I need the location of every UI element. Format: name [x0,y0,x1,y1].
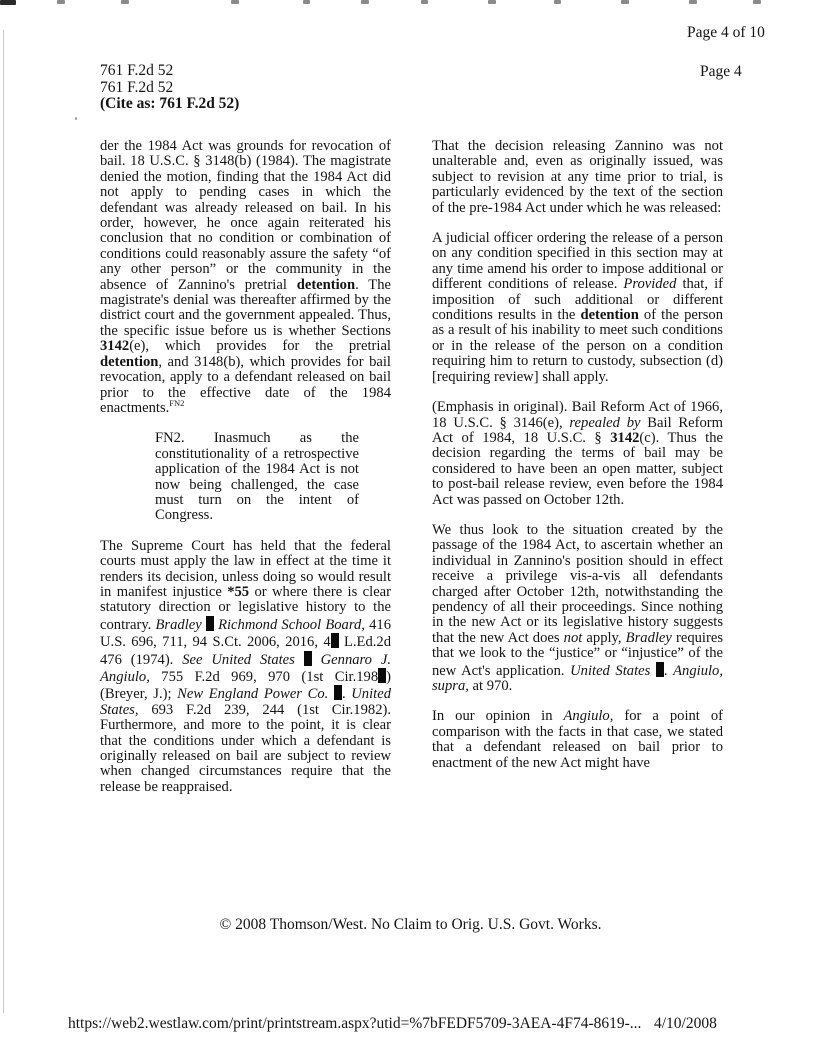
paragraph [432,709,723,771]
citation-block [100,63,239,113]
text-run: Gennaro J. Angiulo, [100,651,391,685]
scan-artifact [753,0,761,4]
text-run: Bradley [155,616,202,633]
text-run: apply, [582,629,626,646]
citation-line-2: 761 F.2d 52 [100,78,174,96]
redaction-mark [206,616,214,631]
text-run: Richmond School Board, [218,616,365,633]
text-run: of the person as a result of his inability to meet such conditions or in the release of the person on a condition requiring him to return to custody, subsection (d) [requiring review] shall apply. [432,307,723,385]
scan-artifact [554,0,561,4]
scan-artifact [0,0,16,5]
page-number: Page 4 [700,63,742,80]
redaction-mark [656,662,664,677]
redaction-mark [304,651,312,666]
text-run: We thus look to the situation created by the passage of the 1984 Act, to ascertain whether an individual in Zannino's position should in effect receive a privilege vis-a-vis all defendants charged after October 12th, notwithstanding the pendency of all their proceedings. Since nothing in the new Act or its legislative history suggests that the new Act does [432,521,723,646]
text-run: not [563,629,583,646]
text-run [295,652,304,668]
text-run: ) (Breyer, J.); [100,669,391,703]
right-column [432,139,723,786]
left-column [100,139,391,810]
text-run: (c). Thus the decision regarding the terms of bail may be considered to have been an open matter, subject to post-bail release review, even before the 1984 Act was passed on October 12th. [432,429,723,508]
text-run: New England Power Co. [177,686,329,703]
paragraph [432,400,723,508]
scan-artifact [488,0,496,4]
text-run: detention [100,353,159,370]
text-run: United States, [100,686,391,718]
text-run: A judicial officer ordering the release of a person on any condition specified in this section may at any time amend his order to impose additional or different conditions of release. [432,230,723,293]
scan-speck [75,117,77,120]
text-run: The Supreme Court has held that the federal courts must apply the law in effect at the time it renders its decision, unless doing so would result in manifest injustice [100,537,391,600]
text-run: United States [570,662,651,679]
copyright-footer: © 2008 Thomson/West. No Claim to Orig. U.S. Govt. Works. [219,916,602,933]
text-run: detention [296,276,356,293]
text-run: L.Ed.2d 476 (1974). [100,634,391,668]
text-run: 3142 [100,338,130,355]
text-run: *55 [227,583,250,600]
text-run: repealed by [569,414,641,431]
scan-artifact [421,0,428,4]
text-run: FN2. Inasmuch as the constitutionality of a retrospective application of the 1984 Act is not now being challenged, the case must turn on the intent of Congress. [155,430,359,524]
paragraph [100,139,391,416]
text-run: Angiulo, supra, [432,662,723,694]
paragraph [432,523,723,694]
text-run: or where there is clear statutory direction or legislative history to the contrary. [100,583,392,633]
scan-artifact [621,0,629,4]
paragraph [432,139,723,216]
scan-artifact [57,0,65,4]
text-run: . [663,662,674,679]
text-run [312,652,321,668]
text-run: detention [580,307,639,324]
page-indicator: Page 4 of 10 [687,24,765,41]
text-run: , and 3148(b), which provides for bail revocation, apply to a defendant released on bail prior to the effective date of the 1984 enactments. [100,353,391,416]
text-run: Angiulo, [563,708,614,725]
redaction-mark [334,685,342,700]
cite-as-line: (Cite as: 761 F.2d 52) [100,95,240,112]
text-run: . [341,686,352,703]
scan-artifact [121,0,129,4]
scan-artifact [689,0,697,4]
text-run: See United States [182,651,295,668]
text-run: 755 F.2d 969, 970 (1st Cir.198 [149,669,379,685]
text-run: 693 F.2d 239, 244 (1st Cir.1982). Furthermore, and more to the point, it is clear that the conditions under which a defendant is originally released on bail are subject to review when changed circumstances require that the release be reappraised. [100,701,391,795]
text-run: FN2 [169,398,185,409]
text-run: Bradley [625,629,672,646]
paragraph [100,539,391,796]
scan-artifact [303,0,310,4]
text-run: der the 1984 Act was grounds for revocation of bail. 18 U.S.C. § 3148(b) (1984). The magistrate denied the motion, finding that the 1984 Act did not apply to pending cases in which the defendant was already released on bail. In his order, however, he once again reiterated his conclusion that no condition or combination of conditions could reasonably assure the safety “of any other person” or the community in the absence of Zannino's pretrial [100,138,391,293]
scan-artifact [231,0,239,4]
print-url: https://web2.westlaw.com/print/printstream.aspx?utid=%7bFEDF5709-3AEA-4F74-8619-... [68,1015,642,1032]
paragraph [432,231,723,385]
redaction-mark [331,633,339,648]
text-run: that, if imposition of such additional or different conditions results in the [432,276,723,324]
text-run: 416 U.S. 696, 711, 94 S.Ct. 2006, 2016, 4 [100,616,391,651]
footnote-paragraph [155,431,359,523]
text-run: . The magistrate's denial was thereafter affirmed by the district court and the government appealed. Thus, the specific issue before us is whether Sections [100,276,391,339]
scan-edge-line [3,30,4,1013]
text-run: for a point of comparison with the facts in that case, we stated that a defendant released on bail prior to enactment of the new Act might have [432,708,723,771]
text-run: (Emphasis in original). Bail Reform Act of 1966, 18 U.S.C. § 3146(e), [432,399,723,431]
text-run: That the decision releasing Zannino was not unalterable and, even as originally issued, was subject to revision at any time prior to trial, is particularly evidenced by the text of the section of the pre-1984 Act under which he was released: [432,138,723,216]
text-run: requires that we look to the “justice” or “injustice” of the new Act's application. [432,629,723,679]
text-run: at 970. [468,678,513,694]
text-run: (e), which provides for the pretrial [129,338,391,355]
text-run: In our opinion in [432,708,564,725]
text-run: Provided [623,276,677,293]
redaction-mark [378,668,386,683]
scan-artifact [361,0,369,4]
text-run: 3142 [610,429,640,446]
citation-line-1: 761 F.2d 52 [100,62,174,79]
text-run: Bail Reform Act of 1984, 18 U.S.C. § [432,414,723,446]
print-date: 4/10/2008 [654,1015,717,1032]
